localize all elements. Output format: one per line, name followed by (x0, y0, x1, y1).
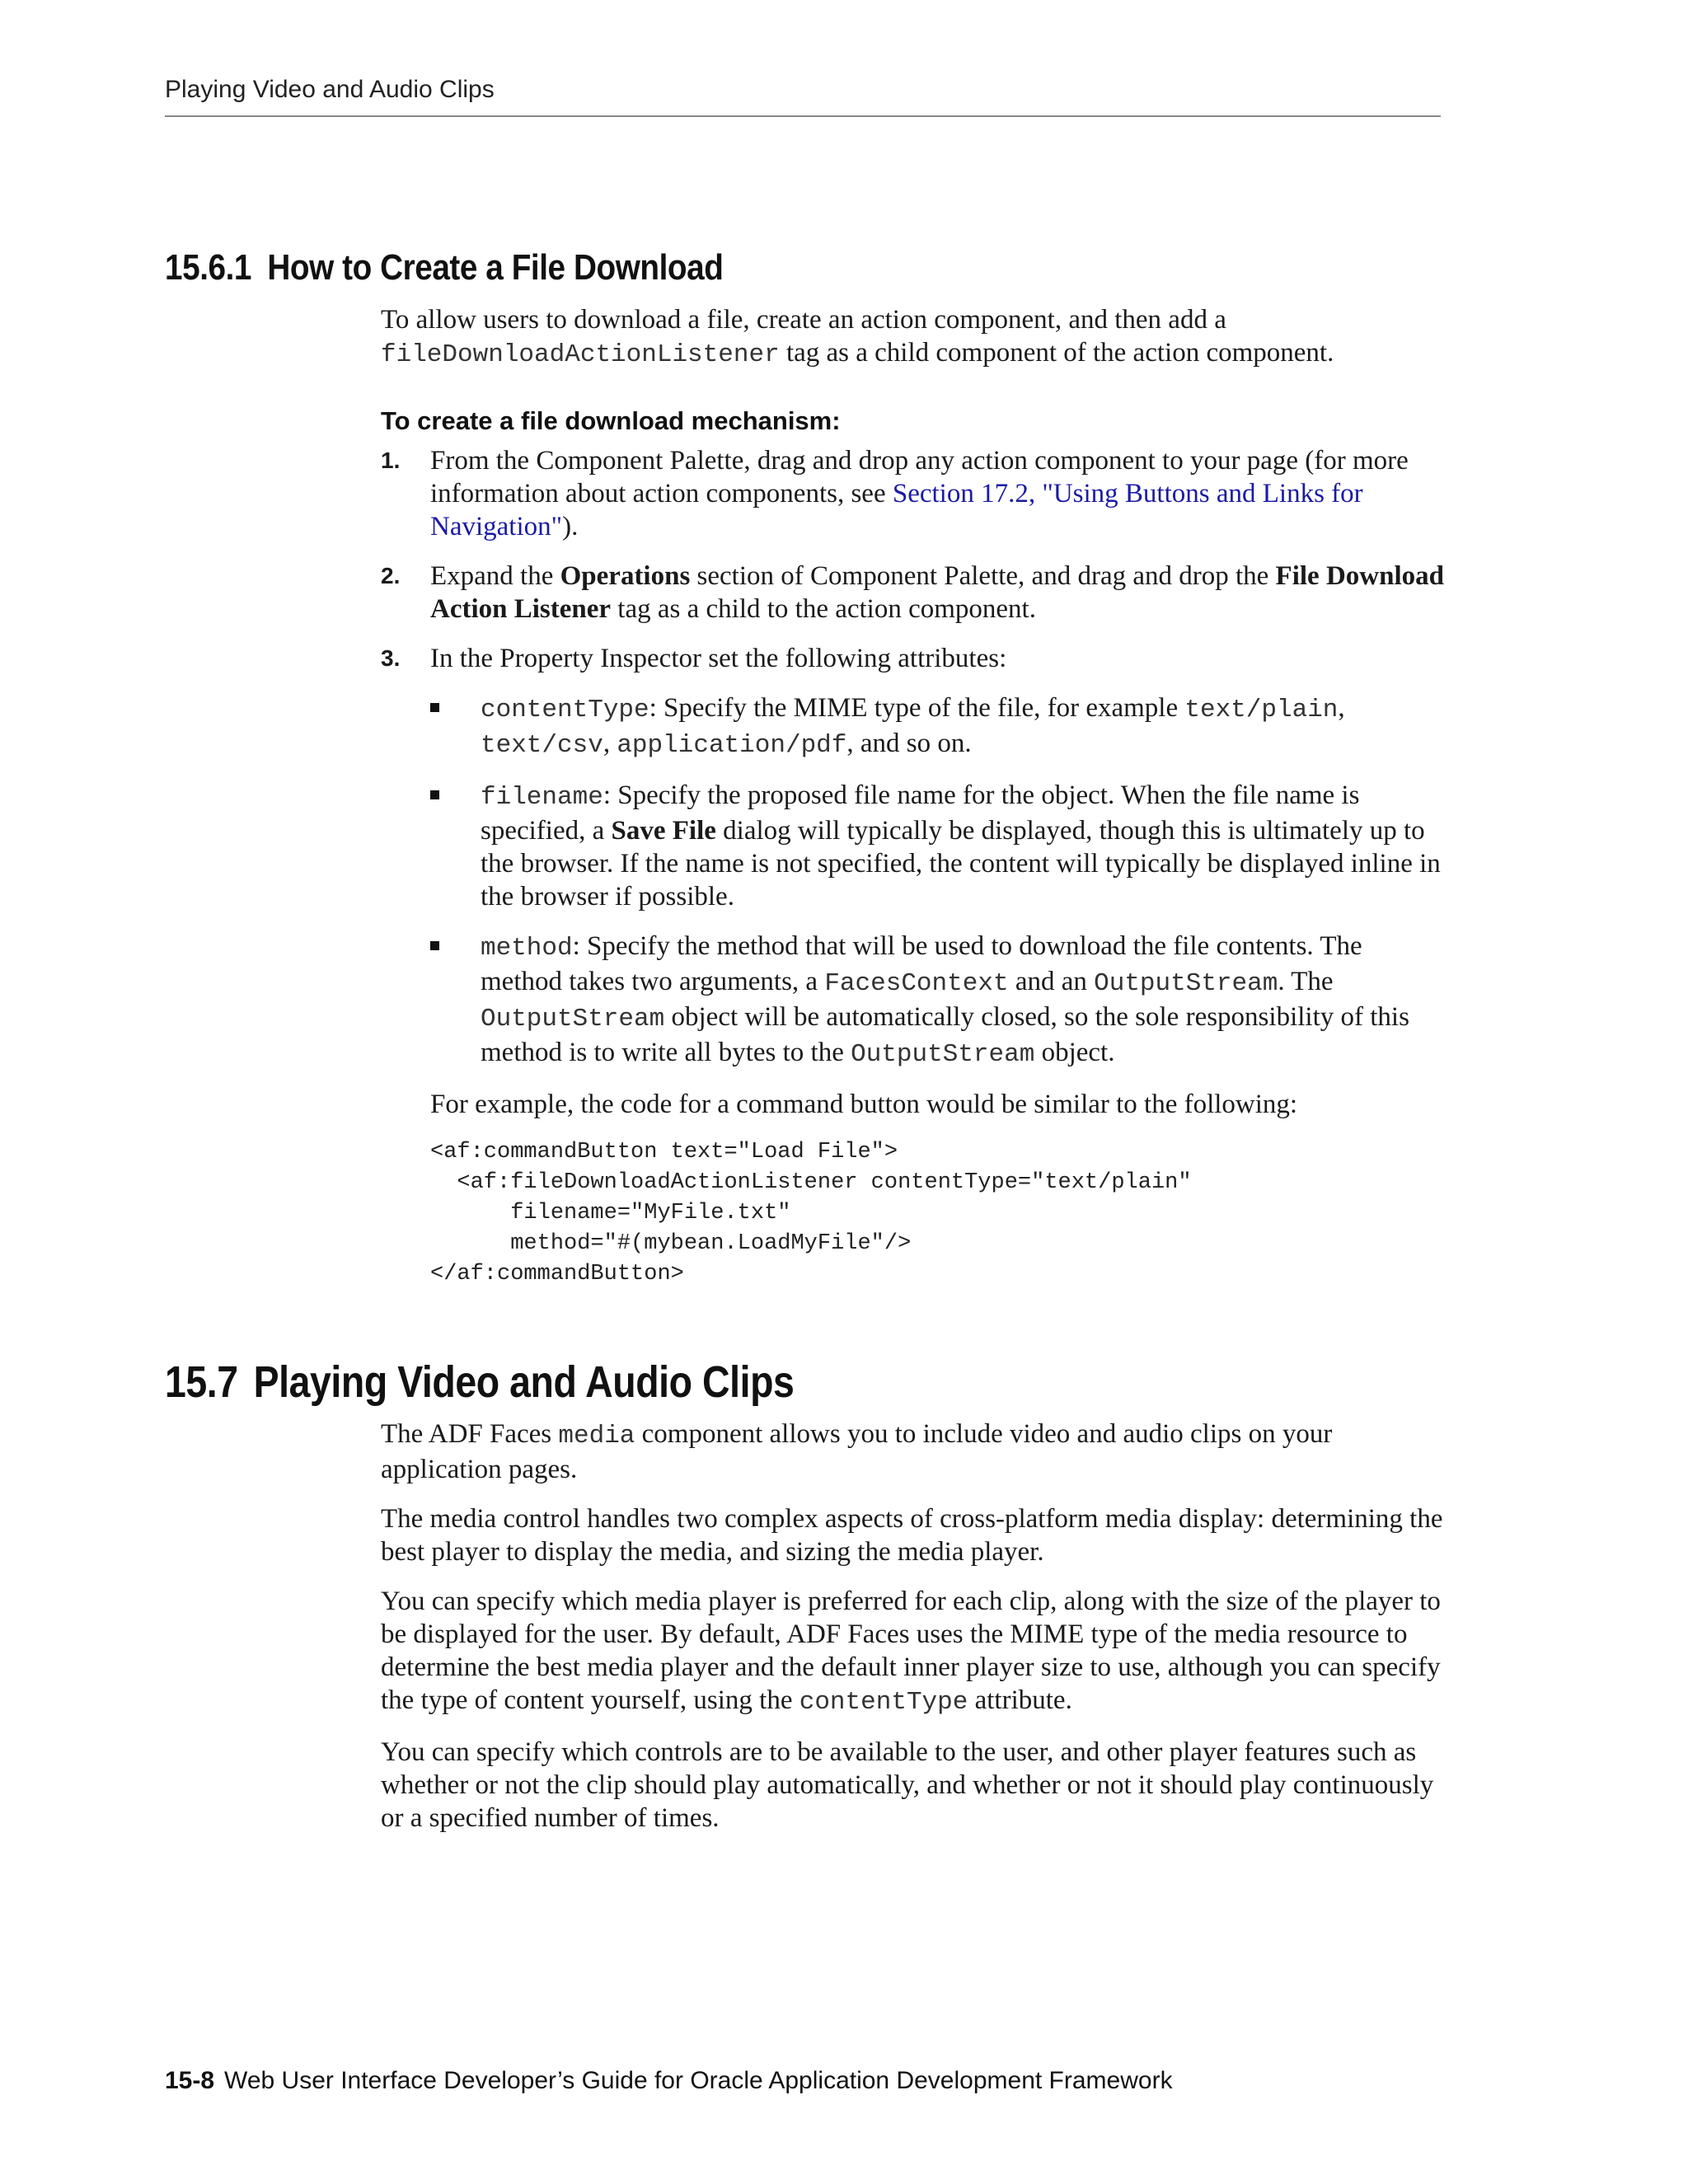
text-run: tag as a child to the action component. (611, 594, 1036, 624)
section-17-2-link[interactable]: Section 17.2, "Using Buttons and Links for Navigation" (430, 479, 1363, 541)
bold-save-file: Save File (611, 816, 716, 846)
code-run: OutputStream (1094, 969, 1278, 998)
attribute-item-filename (430, 779, 1444, 913)
text-run: Expand the (430, 561, 560, 591)
section-heading-15-6-1 (165, 247, 723, 288)
text-run: : Specify the proposed file name for the object. When the file name is specified, a (481, 780, 1360, 846)
paragraph: The media control handles two complex aspects of cross-platform media display: determining the best player to display the media, and sizing the media player. (381, 1504, 1443, 1567)
text-run: , and so on. (846, 729, 972, 758)
step-number: 2. (381, 563, 401, 588)
code-run: OutputStream (851, 1040, 1035, 1069)
paragraph: You can specify which controls are to be available to the user, and other player features such as whether or not the clip should play automatically, and whether or not it should play continuously or a specified number of times. (381, 1737, 1434, 1833)
section-title: Playing Video and Audio Clips (253, 1357, 795, 1407)
page-number: 15-8 (165, 2067, 215, 2094)
text-run: tag as a child component of the action component. (779, 338, 1334, 368)
text-run: From the Component Palette, drag and drop any action component to your page (for more information about action components, see (430, 446, 1409, 509)
step-item (381, 444, 1444, 543)
square-bullet-icon (430, 790, 439, 799)
step-item (381, 642, 1444, 1071)
text-run: The ADF Faces (381, 1419, 559, 1449)
procedure-steps (381, 444, 1444, 1071)
text-run: , (1338, 693, 1345, 723)
code-fileDownloadActionListener: fileDownloadActionListener (381, 340, 780, 369)
section-number: 15.6.1 (165, 247, 252, 288)
section-number: 15.7 (165, 1357, 238, 1407)
example-intro: For example, the code for a command button would be similar to the following: (430, 1090, 1298, 1119)
intro-paragraph (381, 303, 1444, 372)
code-run: text/csv (481, 731, 603, 760)
attribute-item-method (430, 930, 1444, 1071)
step-number: 1. (381, 448, 401, 473)
step-number: 3. (381, 645, 401, 671)
code-run: text/plain (1184, 696, 1339, 724)
section-heading-15-7 (165, 1357, 794, 1408)
code-run: application/pdf (617, 731, 847, 760)
section-1561-body (381, 303, 1444, 1290)
text-run: . The (1278, 967, 1334, 996)
paragraph (381, 1418, 1444, 1486)
book-title: Web User Interface Developer’s Guide for Oracle Application Development Framework (224, 2067, 1173, 2094)
attribute-item-contentType (430, 691, 1444, 762)
running-header: Playing Video and Audio Clips (165, 76, 495, 103)
page-footer (165, 2067, 1173, 2095)
code-example: <af:commandButton text="Load File"> <af:fileDownloadActionListener contentType="text/plain" filename="MyFile.txt" method="#(mybean.LoadMyFile"/> </af:commandButton> (430, 1140, 1192, 1286)
code-contentType: contentType (799, 1688, 968, 1717)
text-run: : Specify the MIME type of the file, for example (649, 693, 1185, 723)
section-title: How to Create a File Download (267, 247, 724, 288)
text-run: You can specify which media player is preferred for each clip, along with the size of the player to be displayed for the user. By default, ADF Faces uses the MIME type of the media resource to determine the best media player and the default inner player size to use, although you can specify the type of content yourself, using the (381, 1586, 1441, 1715)
code-run: FacesContext (824, 969, 1009, 998)
text-run: , (603, 729, 617, 758)
text-run: dialog will typically be displayed, though this is ultimately up to the browser. If the name is not specified, the content will typically be displayed inline in the browser if possible. (481, 816, 1441, 912)
text-run: object will be automatically closed, so the sole responsibility of this method is to write all bytes to the (481, 1002, 1409, 1067)
section-157-body (381, 1418, 1444, 1851)
code-run: OutputStream (481, 1005, 665, 1033)
text-run: component allows you to include video and audio clips on your application pages. (381, 1419, 1333, 1484)
header-rule (165, 115, 1441, 117)
square-bullet-icon (430, 941, 439, 950)
text-run: attribute. (968, 1685, 1072, 1715)
text-run: object. (1034, 1038, 1115, 1067)
text-run: ). (562, 512, 579, 541)
bold-file-download-action-listener: File Download Action Listener (430, 561, 1444, 624)
text-run: In the Property Inspector set the following attributes: (430, 644, 1007, 673)
code-filename: filename (481, 783, 603, 812)
text-run: : Specify the method that will be used to download the file contents. The method takes two arguments, a (481, 931, 1362, 996)
step-item (381, 560, 1444, 626)
code-method: method (481, 934, 573, 963)
square-bullet-icon (430, 703, 439, 712)
attribute-list (430, 691, 1444, 1071)
code-contentType: contentType (481, 696, 649, 724)
text-run: To allow users to download a file, create an action component, and then add a (381, 305, 1226, 335)
text-run: section of Component Palette, and drag and drop the (690, 561, 1276, 591)
code-media: media (558, 1422, 635, 1451)
paragraph (381, 1585, 1444, 1719)
text-run: and an (1008, 967, 1095, 996)
bold-operations: Operations (560, 561, 691, 591)
procedure-title: To create a file download mechanism: (381, 406, 841, 435)
